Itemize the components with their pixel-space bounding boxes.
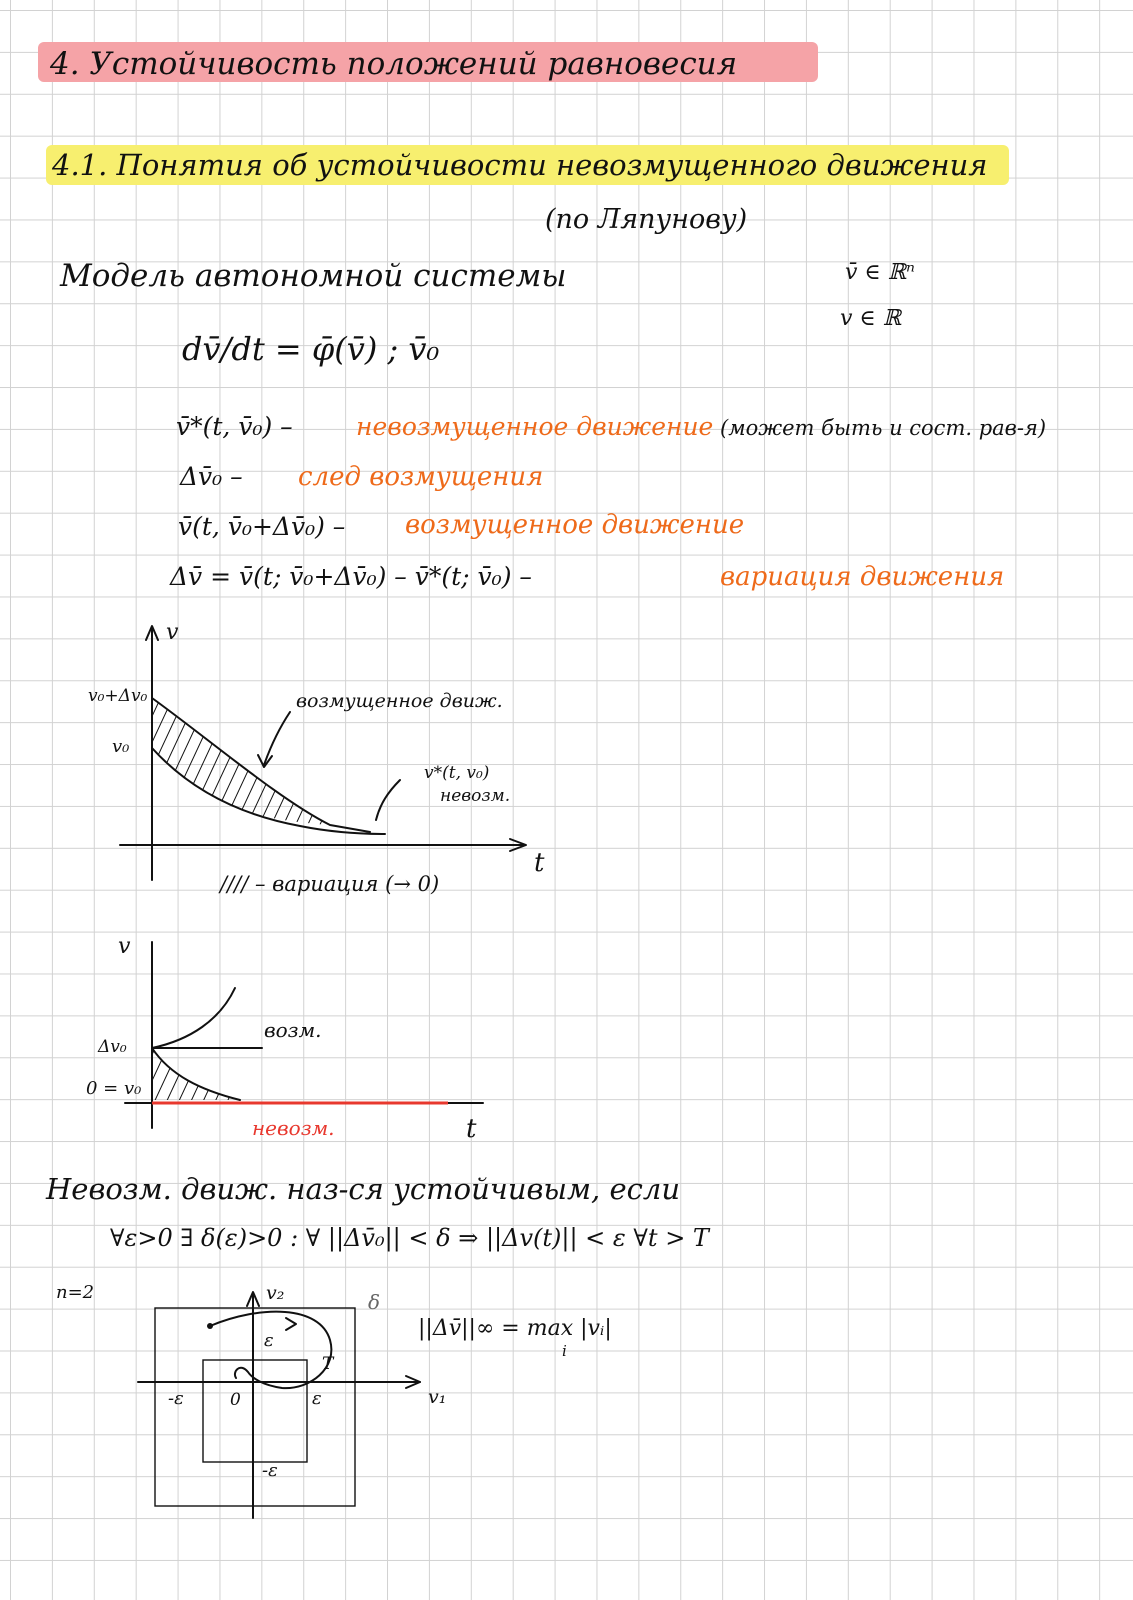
- model-title: Модель автономной системы: [60, 258, 567, 294]
- graph2-y-label: v: [118, 934, 131, 959]
- phase-delta-label: δ: [368, 1290, 381, 1314]
- def-1-note: (может быть и сост. рав-я): [720, 416, 1047, 440]
- side-note-rn: v̄ ∈ ℝⁿ: [845, 260, 915, 285]
- phase-v2-label: v₂: [266, 1282, 285, 1304]
- graph1-pointer-2: [376, 780, 400, 820]
- graph1-caption: //// – вариация (→ 0): [220, 872, 440, 896]
- graph2-label-unperturbed: невозм.: [252, 1116, 335, 1140]
- graph1-tick-top: v₀+Δv₀: [88, 686, 148, 706]
- trajectory-start: [207, 1323, 213, 1329]
- def-3-expr: v̄(t, v̄₀+Δv̄₀) –: [178, 512, 346, 541]
- phase-eps-neg-y: -ε: [262, 1460, 278, 1481]
- graph2-growing-curve: [152, 988, 235, 1048]
- phase-v1-label: v₁: [428, 1386, 447, 1408]
- graph1-label-unperturbed-1: v*(t, v₀): [424, 763, 490, 783]
- phase-eps-pos-x: ε: [312, 1388, 322, 1409]
- def-1-desc: невозмущенное движение: [356, 412, 714, 441]
- stability-definition: Невозм. движ. наз-ся устойчивым, если: [46, 1172, 681, 1206]
- graph2-tick-top: Δv₀: [98, 1037, 127, 1057]
- graph2-hatch: [152, 1048, 240, 1100]
- phase-eps-inner: ε: [264, 1330, 274, 1351]
- def-2-desc: след возмущения: [298, 462, 544, 492]
- heading-sub: 4.1. Понятия об устойчивости невозмущенного движения: [52, 148, 988, 182]
- def-1-expr: v̄*(t, v̄₀) –: [176, 412, 293, 441]
- phase-norm-sub: i: [562, 1342, 567, 1360]
- phase-n-label: n=2: [56, 1282, 95, 1303]
- delta-box: [155, 1308, 355, 1506]
- phase-origin: 0: [230, 1390, 241, 1410]
- graph2-x-label: t: [466, 1114, 477, 1144]
- phase-t-label: T: [322, 1354, 334, 1374]
- epsilon-box: [203, 1360, 307, 1462]
- def-4-expr: Δv̄ = v̄(t; v̄₀+Δv̄₀) – v̄*(t; v̄₀) –: [170, 562, 532, 591]
- heading-sub-note: (по Ляпунову): [545, 204, 748, 235]
- graph1-label-perturbed: возмущенное движ.: [296, 690, 503, 712]
- def-4-desc: вариация движения: [720, 562, 1005, 592]
- graph2-label-perturbed: возм.: [264, 1018, 322, 1042]
- graph1-tick-bottom: v₀: [112, 736, 130, 757]
- graph-1: [120, 626, 526, 880]
- main-equation: dv̄/dt = φ̄(v̄) ; v̄₀: [182, 330, 440, 368]
- def-3-desc: возмущенное движение: [405, 510, 745, 540]
- graph1-x-label: t: [534, 848, 545, 878]
- graph1-y-label: v: [166, 620, 179, 645]
- def-2-expr: Δv̄₀ –: [180, 462, 243, 491]
- phase-eps-neg-x: -ε: [168, 1388, 184, 1409]
- graph1-pointer-1: [264, 712, 290, 765]
- stability-formula: ∀ε>0 ∃ δ(ε)>0 : ∀ ||Δv̄₀|| < δ ⇒ ||Δv(t)|| < ε ∀t > T: [110, 1224, 709, 1252]
- trajectory-arrow: [286, 1318, 296, 1330]
- phase-norm: ||Δv̄||∞ = max |vᵢ|: [418, 1316, 612, 1341]
- graph2-tick-bottom: 0 = v₀: [86, 1078, 142, 1099]
- side-note-r: v ∈ ℝ: [840, 306, 901, 331]
- heading-main: 4. Устойчивость положений равновесия: [50, 46, 738, 82]
- graph1-label-unperturbed-2: невозм.: [440, 786, 511, 806]
